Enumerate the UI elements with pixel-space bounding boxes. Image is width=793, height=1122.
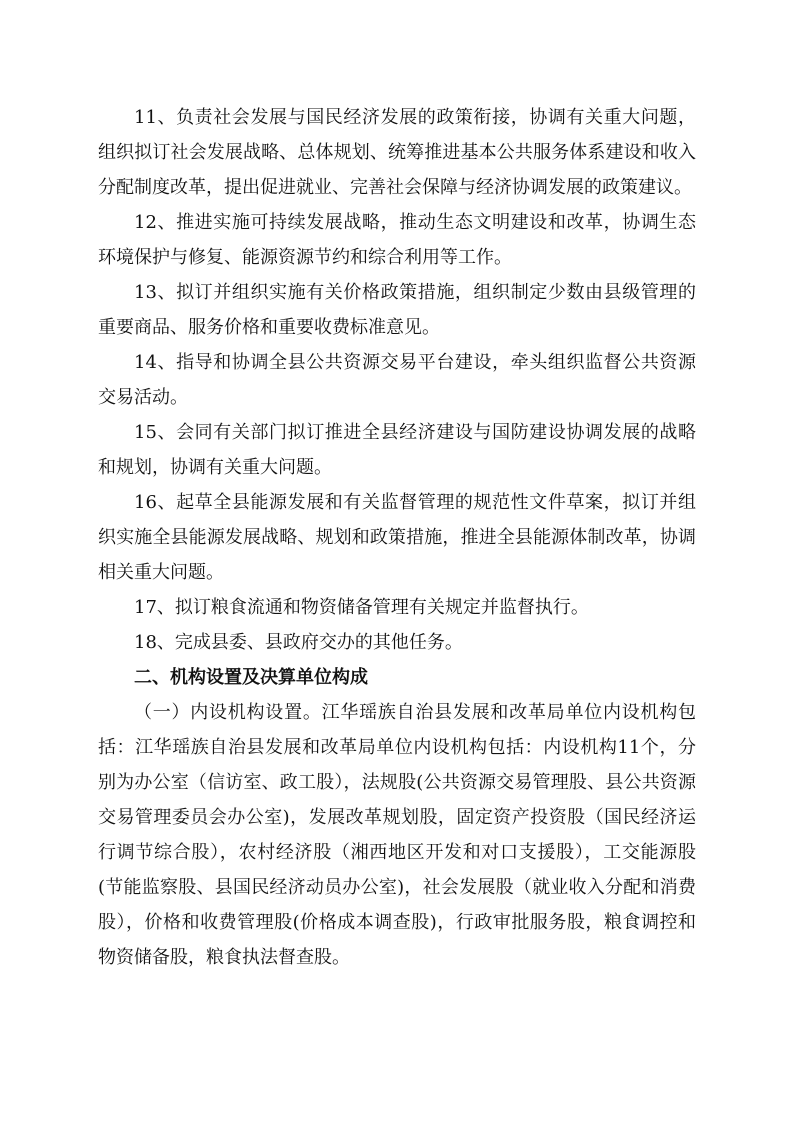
duty-item-12: 12、推进实施可持续发展战略，推动生态文明建设和改革，协调生态环境保护与修复、能源资源节约和综合利用等工作。 (98, 212, 696, 268)
section-heading: 二、机构设置及决算单位构成 (134, 667, 368, 688)
page-content (98, 100, 696, 975)
duty-item-18: 18、完成县委、县政府交办的其他任务。 (134, 632, 463, 653)
duty-item-17: 17、拟订粮食流通和物资储备管理有关规定并监督执行。 (134, 597, 589, 618)
duty-item-16: 16、起草全县能源发展和有关监督管理的规范性文件草案，拟订并组织实施全县能源发展战略、规划和政策措施，推进全县能源体制改革，协调相关重大问题。 (98, 492, 696, 583)
section-body: （一）内设机构设置。江华瑶族自治县发展和改革局单位内设机构包括：江华瑶族自治县发展和改革局单位内设机构包括：内设机构11个，分别为办公室（信访室、政工股），法规股(公共资源交易管理股、县公共资源交易管理委员会办公室)，发展改革规划股，固定资产投资股（国民经济运行调节综合股），农村经济股（湘西地区开发和对口支援股），工交能源股(节能监察股、县国民经济动员办公室)，社会发展股（就业收入分配和消费股），价格和收费管理股(价格成本调查股)，行政审批服务股，粮食调控和物资储备股，粮食执法督查股。 (98, 702, 696, 968)
duty-item-15: 15、会同有关部门拟订推进全县经济建设与国防建设协调发展的战略和规划，协调有关重大问题。 (98, 422, 696, 478)
duty-item-13: 13、拟订并组织实施有关价格政策措施，组织制定少数由县级管理的重要商品、服务价格和重要收费标准意见。 (98, 282, 696, 338)
duty-item-11: 11、负责社会发展与国民经济发展的政策衔接，协调有关重大问题，组织拟订社会发展战略、总体规划、统筹推进基本公共服务体系建设和收入分配制度改革，提出促进就业、完善社会保障与经济协调发展的政策建议。 (98, 107, 696, 198)
duty-item-14: 14、指导和协调全县公共资源交易平台建设，牵头组织监督公共资源交易活动。 (98, 352, 696, 408)
